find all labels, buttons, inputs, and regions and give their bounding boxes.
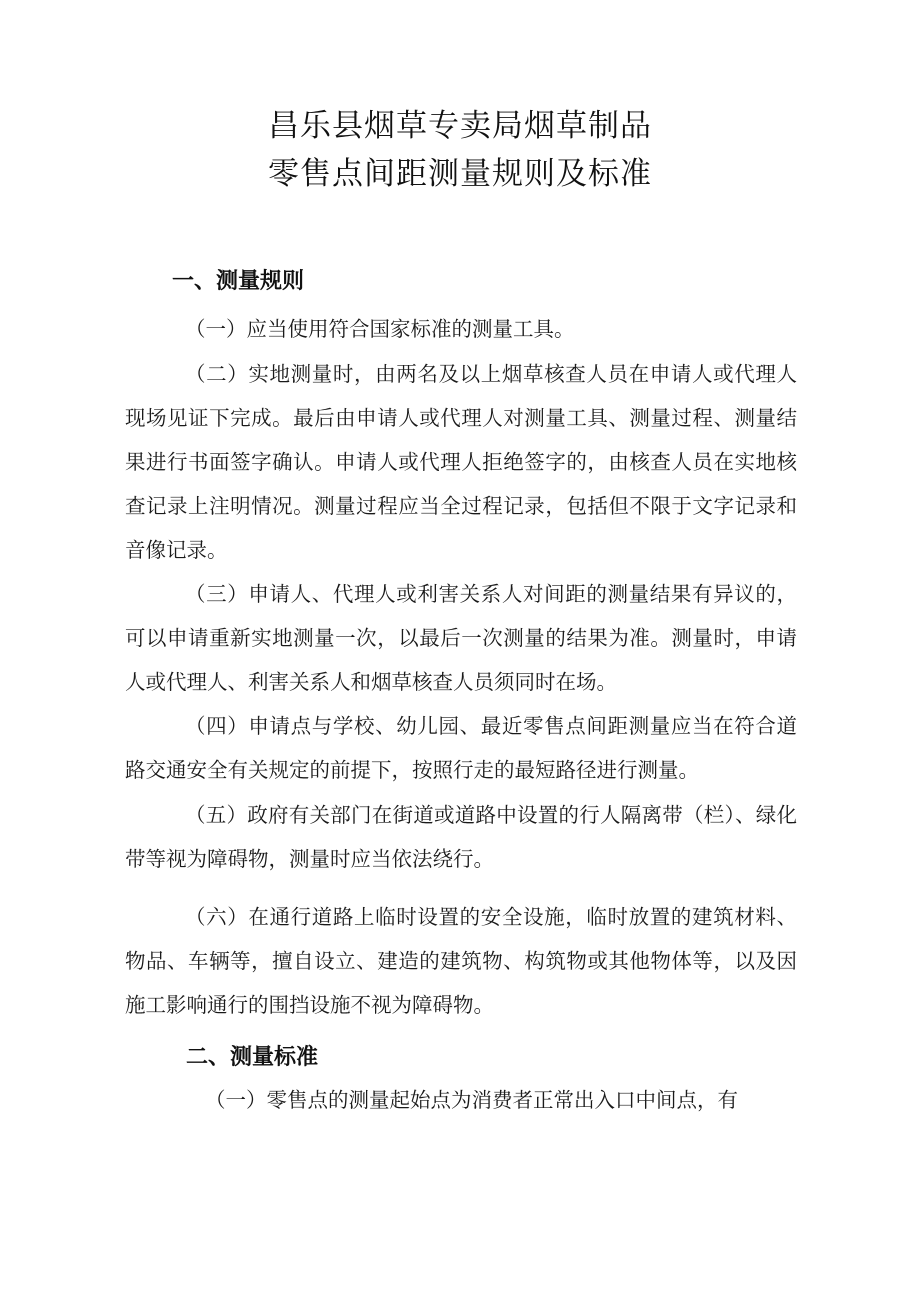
rule-paragraph-2: （二）实地测量时，由两名及以上烟草核查人员在申请人或代理人现场见证下完成。最后由申请人或代理人对测量工具、测量过程、测量结果进行书面签字确认。申请人或代理人拒绝签字的，由核查人员在实地核查记录上注明情况。测量过程应当全过程记录，包括但不限于文字记录和音像记录。 <box>125 362 797 562</box>
section-heading-measurement-rules: 一、测量规则 <box>172 269 305 294</box>
rule-paragraph-1: （一）应当使用符合国家标准的测量工具。 <box>185 317 575 341</box>
rule-paragraph-5: （五）政府有关部门在街道或道路中设置的行人隔离带（栏）、绿化带等视为障碍物，测量时应当依法绕行。 <box>125 803 797 871</box>
rule-paragraph-6: （六）在通行道路上临时设置的安全设施，临时放置的建筑材料、物品、车辆等，擅自设立、建造的建筑物、构筑物或其他物体等，以及因施工影响通行的围挡设施不视为障碍物。 <box>125 905 797 1017</box>
standard-paragraph-1: （一）零售点的测量起始点为消费者正常出入口中间点，有 <box>205 1088 738 1112</box>
document-title-line-2: 零售点间距测量规则及标准 <box>268 156 652 192</box>
document-title-line-1: 昌乐县烟草专卖局烟草制品 <box>268 108 652 144</box>
rule-paragraph-3: （三）申请人、代理人或利害关系人对间距的测量结果有异议的，可以申请重新实地测量一次，以最后一次测量的结果为准。测量时，申请人或代理人、利害关系人和烟草核查人员须同时在场。 <box>125 582 797 694</box>
rule-paragraph-4: （四）申请点与学校、幼儿园、最近零售点间距测量应当在符合道路交通安全有关规定的前提下，按照行走的最短路径进行测量。 <box>125 714 797 782</box>
section-heading-measurement-standards: 二、测量标准 <box>186 1045 319 1070</box>
